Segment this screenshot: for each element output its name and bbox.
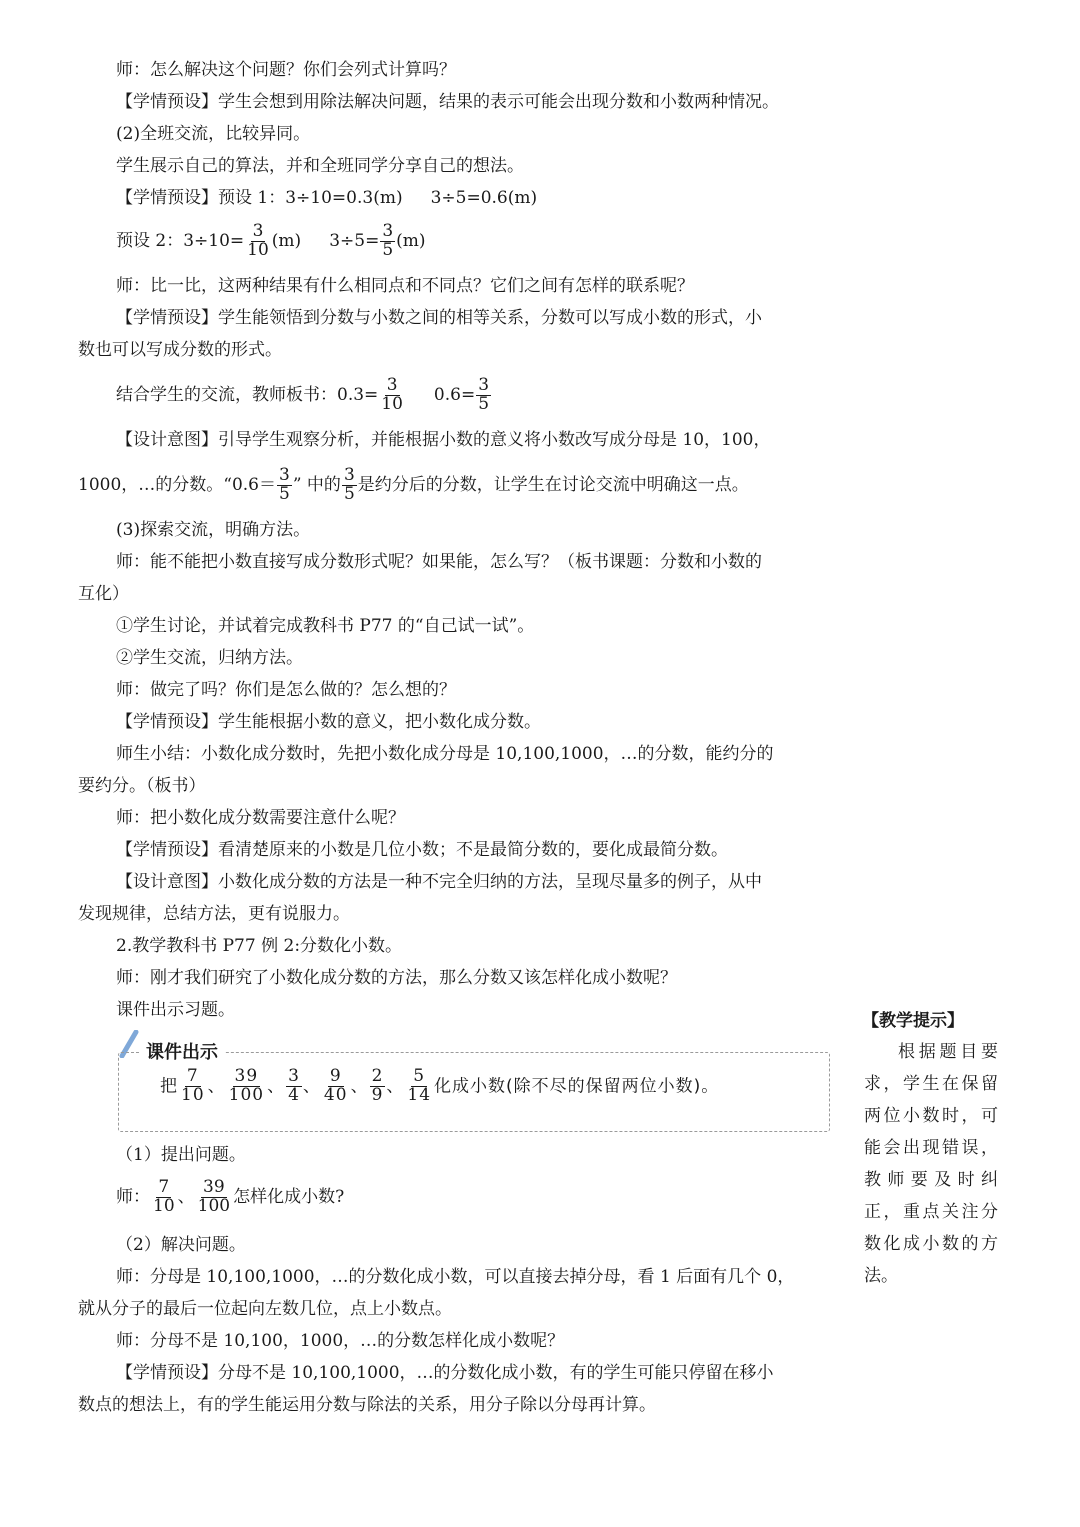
preset-2-a: 预设 2：3÷10= [116, 231, 245, 251]
text-line: （2）解决问题。 [116, 1235, 246, 1255]
text-line: 师：做完了吗？你们是怎么做的？怎么想的？ [116, 680, 456, 700]
courseware-suffix: 化成小数(除不尽的保留两位小数)。 [434, 1076, 720, 1097]
text-line: 【设计意图】小数化成分数的方法是一种不完全归纳的方法，呈现尽量多的例子，从中 [116, 872, 762, 892]
preset-1-a: 【学情预设】预设 1：3÷10=0.3(m) [116, 188, 403, 208]
text-line: 就从分子的最后一位起向左数几位，点上小数点。 [78, 1299, 452, 1319]
fraction: $\frac{2}{9}$ [371, 1066, 384, 1105]
unit-text: (m) [396, 231, 426, 251]
text-line: 【学情预设】分母不是 10,100,1000，…的分数化成小数，有的学生可能只停留在移小 [116, 1363, 774, 1383]
text-line: ②学生交流，归纳方法。 [116, 648, 303, 668]
text-line: 师生小结：小数化成分数时，先把小数化成分母是 10,100,1000，…的分数，能约分的 [116, 744, 774, 764]
text-line: 师：怎么解决这个问题？你们会列式计算吗？ [116, 60, 456, 80]
text-line [116, 186, 537, 210]
fraction: $\frac{39}{100}$ [228, 1066, 265, 1105]
text-line: 【学情预设】学生能领悟到分数与小数之间的相等关系，分数可以写成小数的形式，小 [116, 308, 762, 328]
fraction: $\frac{3}{5}$ [478, 375, 490, 414]
fraction: $\frac{7}{10}$ [181, 1066, 205, 1105]
text-line: 师：把小数化成分数需要注意什么呢？ [116, 808, 405, 828]
text-line [78, 460, 830, 510]
text-line: 师：刚才我们研究了小数化成分数的方法，那么分数又该怎样化成小数呢？ [116, 968, 677, 988]
text-line: 师：能不能把小数直接写成分数形式呢？如果能，怎么写？（板书课题：分数和小数的 [116, 552, 762, 572]
text-line: 【学情预设】学生会想到用除法解决问题，结果的表示可能会出现分数和小数两种情况。 [116, 92, 779, 112]
text-line: 【学情预设】学生能根据小数的意义，把小数化成分数。 [116, 712, 541, 732]
inline-text: 怎样化成小数? [233, 1187, 345, 1207]
fraction: $\frac{5}{14}$ [407, 1066, 432, 1105]
text-line: 【学情预设】看清楚原来的小数是几位小数；不是最简分数的，要化成最简分数。 [116, 840, 728, 860]
fraction: $\frac{3}{5}$ [343, 465, 355, 504]
separator: 、 [386, 1076, 405, 1097]
preset-2-line [116, 216, 426, 266]
inline-text: 1000，…的分数。“0.6＝ [78, 475, 276, 495]
text-line: 2.教学教科书 P77 例 2:分数化小数。 [116, 936, 403, 956]
text-line: 数也可以写成分数的形式。 [78, 340, 282, 360]
unit-text: (m) [271, 231, 302, 251]
text-line: 师：比一比，这两种结果有什么相同点和不同点？它们之间有怎样的联系呢？ [116, 276, 694, 296]
fraction: $\frac{39}{100}$ [197, 1177, 231, 1216]
separator: 、 [302, 1076, 321, 1097]
fraction: $\frac{9}{40}$ [323, 1066, 348, 1105]
text-line: 数点的想法上，有的学生能运用分数与除法的关系，用分子除以分母再计算。 [78, 1395, 656, 1415]
fraction: $\frac{3}{4}$ [288, 1066, 300, 1105]
courseware-title: 课件出示 [140, 1038, 224, 1064]
courseware-prefix: 把 [160, 1076, 178, 1097]
preset-2-c: 3÷5= [329, 231, 380, 251]
sidebar-body: 根据题目要求，学生在保留两位小数时，可能会出现错误，教师要及时纠正，重点关注分数化成小数的方法。 [864, 1042, 998, 1286]
text-line: 要约分。（板书） [78, 776, 206, 796]
text-line: 互化） [78, 584, 129, 604]
text-line: 师：分母不是 10,100，1000，…的分数怎样化成小数呢？ [116, 1331, 565, 1351]
board-text: 结合学生的交流，教师板书：0.3= [116, 385, 379, 405]
inline-text: ” 中的 [292, 475, 341, 495]
separator: 、 [177, 1187, 195, 1207]
sidebar-title: 【教学提示】 [862, 1011, 964, 1031]
question-line [116, 1172, 344, 1222]
inline-text: 师： [116, 1187, 150, 1207]
text-line: 课件出示习题。 [116, 1000, 235, 1020]
text-line: 【设计意图】引导学生观察分析，并能根据小数的意义将小数改写成分母是 10，100， [116, 430, 771, 450]
text-line: （1）提出问题。 [116, 1145, 246, 1165]
board-line [116, 370, 492, 420]
courseware-content [160, 1068, 719, 1105]
text-line: (3)探索交流，明确方法。 [116, 520, 311, 540]
separator: 、 [267, 1076, 286, 1097]
fraction: $\frac{3}{10}$ [381, 375, 403, 414]
text-line: ①学生讨论，并试着完成教科书 P77 的“自己试一试”。 [116, 616, 535, 636]
text-line: 师：分母是 10,100,1000，…的分数化成小数，可以直接去掉分母，看 1 后面有几个 0， [116, 1267, 795, 1287]
fraction: $\frac{7}{10}$ [153, 1177, 175, 1216]
preset-1-b: 3÷5=0.6(m) [430, 188, 538, 208]
fraction: $\frac{3}{5}$ [279, 465, 290, 504]
text-line: 学生展示自己的算法，并和全班同学分享自己的想法。 [116, 156, 524, 176]
separator: 、 [207, 1076, 226, 1097]
fraction: $\frac{3}{10}$ [247, 221, 269, 260]
inline-text: 是约分后的分数，让学生在讨论交流中明确这一点。 [357, 475, 749, 495]
text-line: 发现规律，总结方法，更有说服力。 [78, 904, 350, 924]
text-line: (2)全班交流，比较异同。 [116, 124, 311, 144]
separator: 、 [350, 1076, 369, 1097]
fraction: $\frac{3}{5}$ [382, 221, 394, 260]
board-text: 0.6= [433, 385, 476, 405]
